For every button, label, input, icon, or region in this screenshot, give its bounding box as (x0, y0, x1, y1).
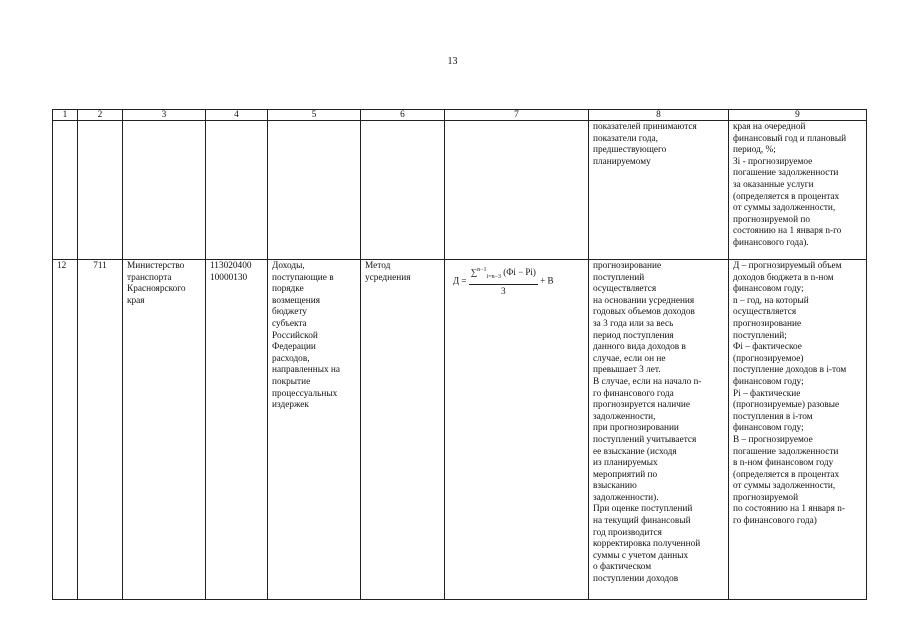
column-header: 8 (589, 110, 729, 121)
revenue-forecast-table (52, 109, 867, 600)
formula-lhs: Д = (453, 275, 467, 286)
column-header: 3 (123, 110, 206, 121)
indicator-description-cell (729, 121, 867, 260)
method-text: Метод усреднения (365, 261, 411, 283)
formula-fraction (469, 265, 538, 298)
column-header: 9 (729, 110, 867, 121)
indicator-description-cell (729, 260, 867, 600)
income-name-text: Доходы, поступающие в порядке возмещения бюджету субъекта Российской Федерации расходов, направленных на покрытие процессуальных издержек (272, 261, 341, 411)
empty-cell (206, 121, 268, 260)
column-header: 5 (268, 110, 361, 121)
sum-sign: ∑ (470, 267, 478, 277)
formula-summand: (Фi − Pi) (503, 267, 536, 277)
kbk-code-cell (206, 260, 268, 600)
header-row (53, 110, 867, 121)
row-number-cell: 12 (53, 260, 78, 600)
column-header: 4 (206, 110, 268, 121)
column-header: 6 (361, 110, 445, 121)
empty-cell (268, 121, 361, 260)
formula-cell (445, 260, 589, 600)
forecast-formula (453, 265, 584, 298)
formula-numerator (469, 265, 538, 285)
admin-code-cell: 711 (78, 260, 123, 600)
calculation-method-text: прогнозирование поступлений осуществляется на основании усреднения годовых объемов доходов за 3 года или за весь период поступления данного вида доходов в случае, если он не превышает 3 лет. В случае, если на начало n- го финансового года прогнозируется наличие задолженности, при прогнозировании поступлений учитывается ее взыскание (исходя из планируемых мероприятий по взысканию задолженности). При оценке поступлений на текущий финансовый год производится корректировка полученной суммы с учетом данных о фактическом поступлении доходов (593, 261, 702, 585)
empty-cell (78, 121, 123, 260)
empty-cell (53, 121, 78, 260)
calculation-method-text: показателей принимаются показатели года, предшествующего планируемому (593, 122, 697, 167)
page-number: 13 (447, 56, 458, 67)
administrator-cell (123, 260, 206, 600)
sum-lower-limit: i=n−3 (486, 273, 501, 280)
continuation-row (53, 121, 867, 260)
empty-cell (361, 121, 445, 260)
indicator-description-text: Д – прогнозируемый объем доходов бюджета в n-ном финансовом году; n – год, на который осуществляется прогнозирование поступлений; Фi – фактическое (прогнозируемое) поступление доходов в i-том финансовом году; Pi – фактические (прогнозируемые) разовые поступления в i-том финансовом году; В – прогнозируемое погашение задолженности в n-ном финансовом году (определяется в процентах от суммы задолженности, прогнозируемой по состоянию на 1 января n- го финансового года) (733, 261, 847, 527)
empty-cell (123, 121, 206, 260)
column-header: 1 (53, 110, 78, 121)
column-header: 7 (445, 110, 589, 121)
kbk-code-text: 113020400 10000130 (210, 261, 252, 283)
calculation-method-cell (589, 260, 729, 600)
administrator-text: Министерство транспорта Красноярского края (127, 261, 186, 306)
calculation-method-cell (589, 121, 729, 260)
method-cell (361, 260, 445, 600)
empty-cell (445, 121, 589, 260)
formula-rhs: + В (540, 275, 554, 286)
column-header: 2 (78, 110, 123, 121)
sum-upper-limit: n−1 (477, 267, 487, 273)
table-row (53, 260, 867, 600)
formula-denominator: 3 (501, 286, 506, 297)
indicator-description-text: края на очередной финансовый год и плановый период, %; Зi - прогнозируемое погашение задолженности за оказанные услуги (определяется в процентах от суммы задолженности, прогнозируемой по состоянию на 1 января n-го финансового года). (733, 122, 847, 248)
income-name-cell (268, 260, 361, 600)
